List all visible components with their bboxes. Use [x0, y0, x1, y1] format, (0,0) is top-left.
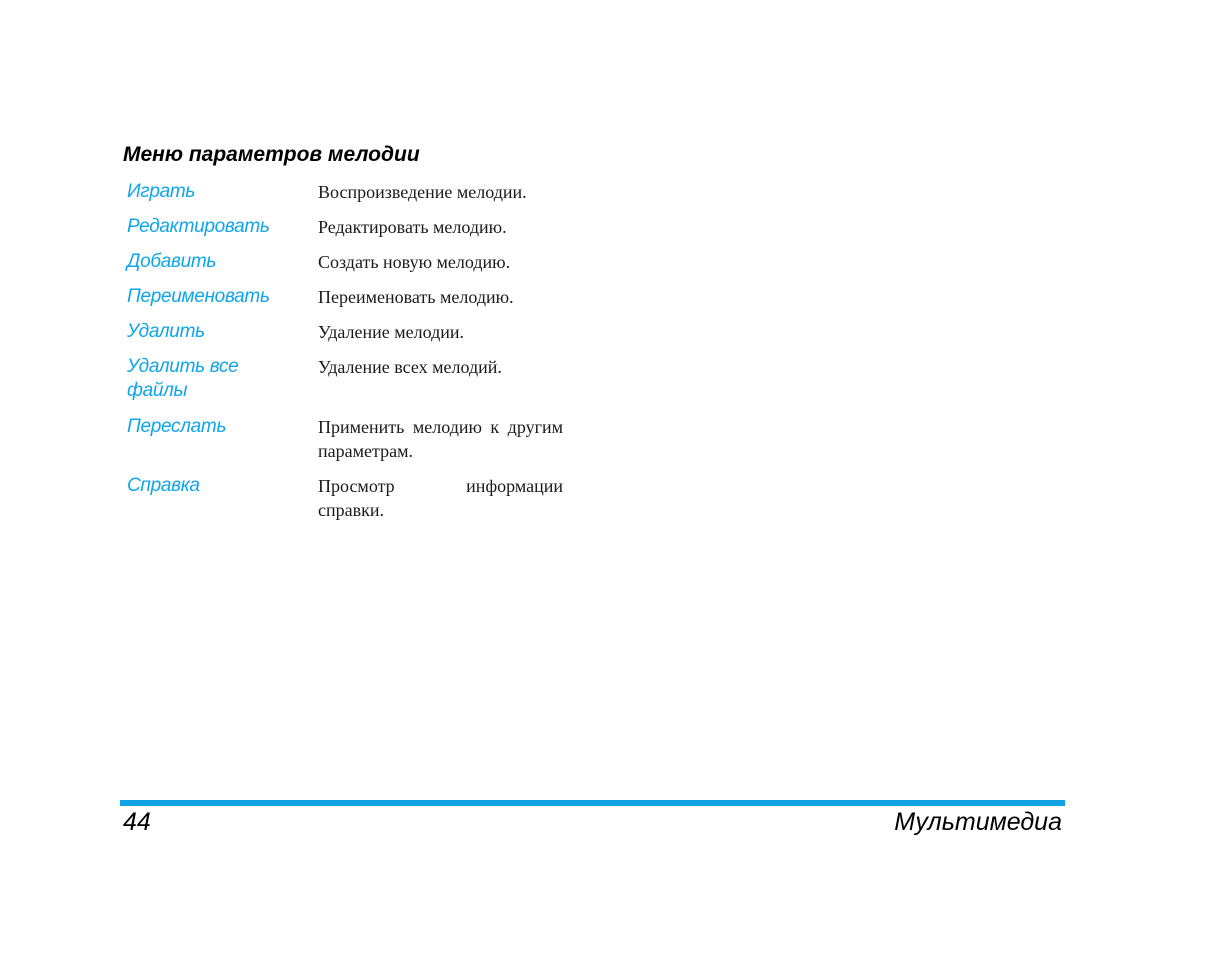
- menu-term-play: Играть: [127, 181, 196, 202]
- menu-desc-rename: Переименовать мелодию.: [318, 287, 514, 307]
- menu-desc-forward: Применить мелодию к другим параметрам.: [318, 417, 563, 461]
- menu-desc-delete-all: Удаление всех мелодий.: [318, 357, 502, 377]
- menu-term-delete-all: Удалить все файлы: [127, 356, 239, 401]
- menu-term-rename: Переименовать: [127, 286, 270, 307]
- menu-desc-add: Создать новую мелодию.: [318, 252, 511, 272]
- menu-term-forward: Переслать: [127, 416, 227, 437]
- menu-term-help: Справка: [127, 475, 200, 496]
- menu-desc-edit: Редактировать мелодию.: [318, 217, 507, 237]
- menu-term-add: Добавить: [127, 251, 217, 272]
- section-title: Меню параметров мелодии: [123, 143, 420, 166]
- footer-divider: [120, 800, 1065, 806]
- menu-term-edit: Редактировать: [127, 216, 270, 237]
- menu-desc-help: Просмотр информации справки.: [318, 476, 563, 520]
- menu-desc-play: Воспроизведение мелодии.: [318, 182, 527, 202]
- page-number: 44: [123, 808, 151, 836]
- menu-desc-delete: Удаление мелодии.: [318, 322, 465, 342]
- menu-term-delete: Удалить: [127, 321, 205, 342]
- footer-section-name: Мультимедиа: [894, 808, 1062, 836]
